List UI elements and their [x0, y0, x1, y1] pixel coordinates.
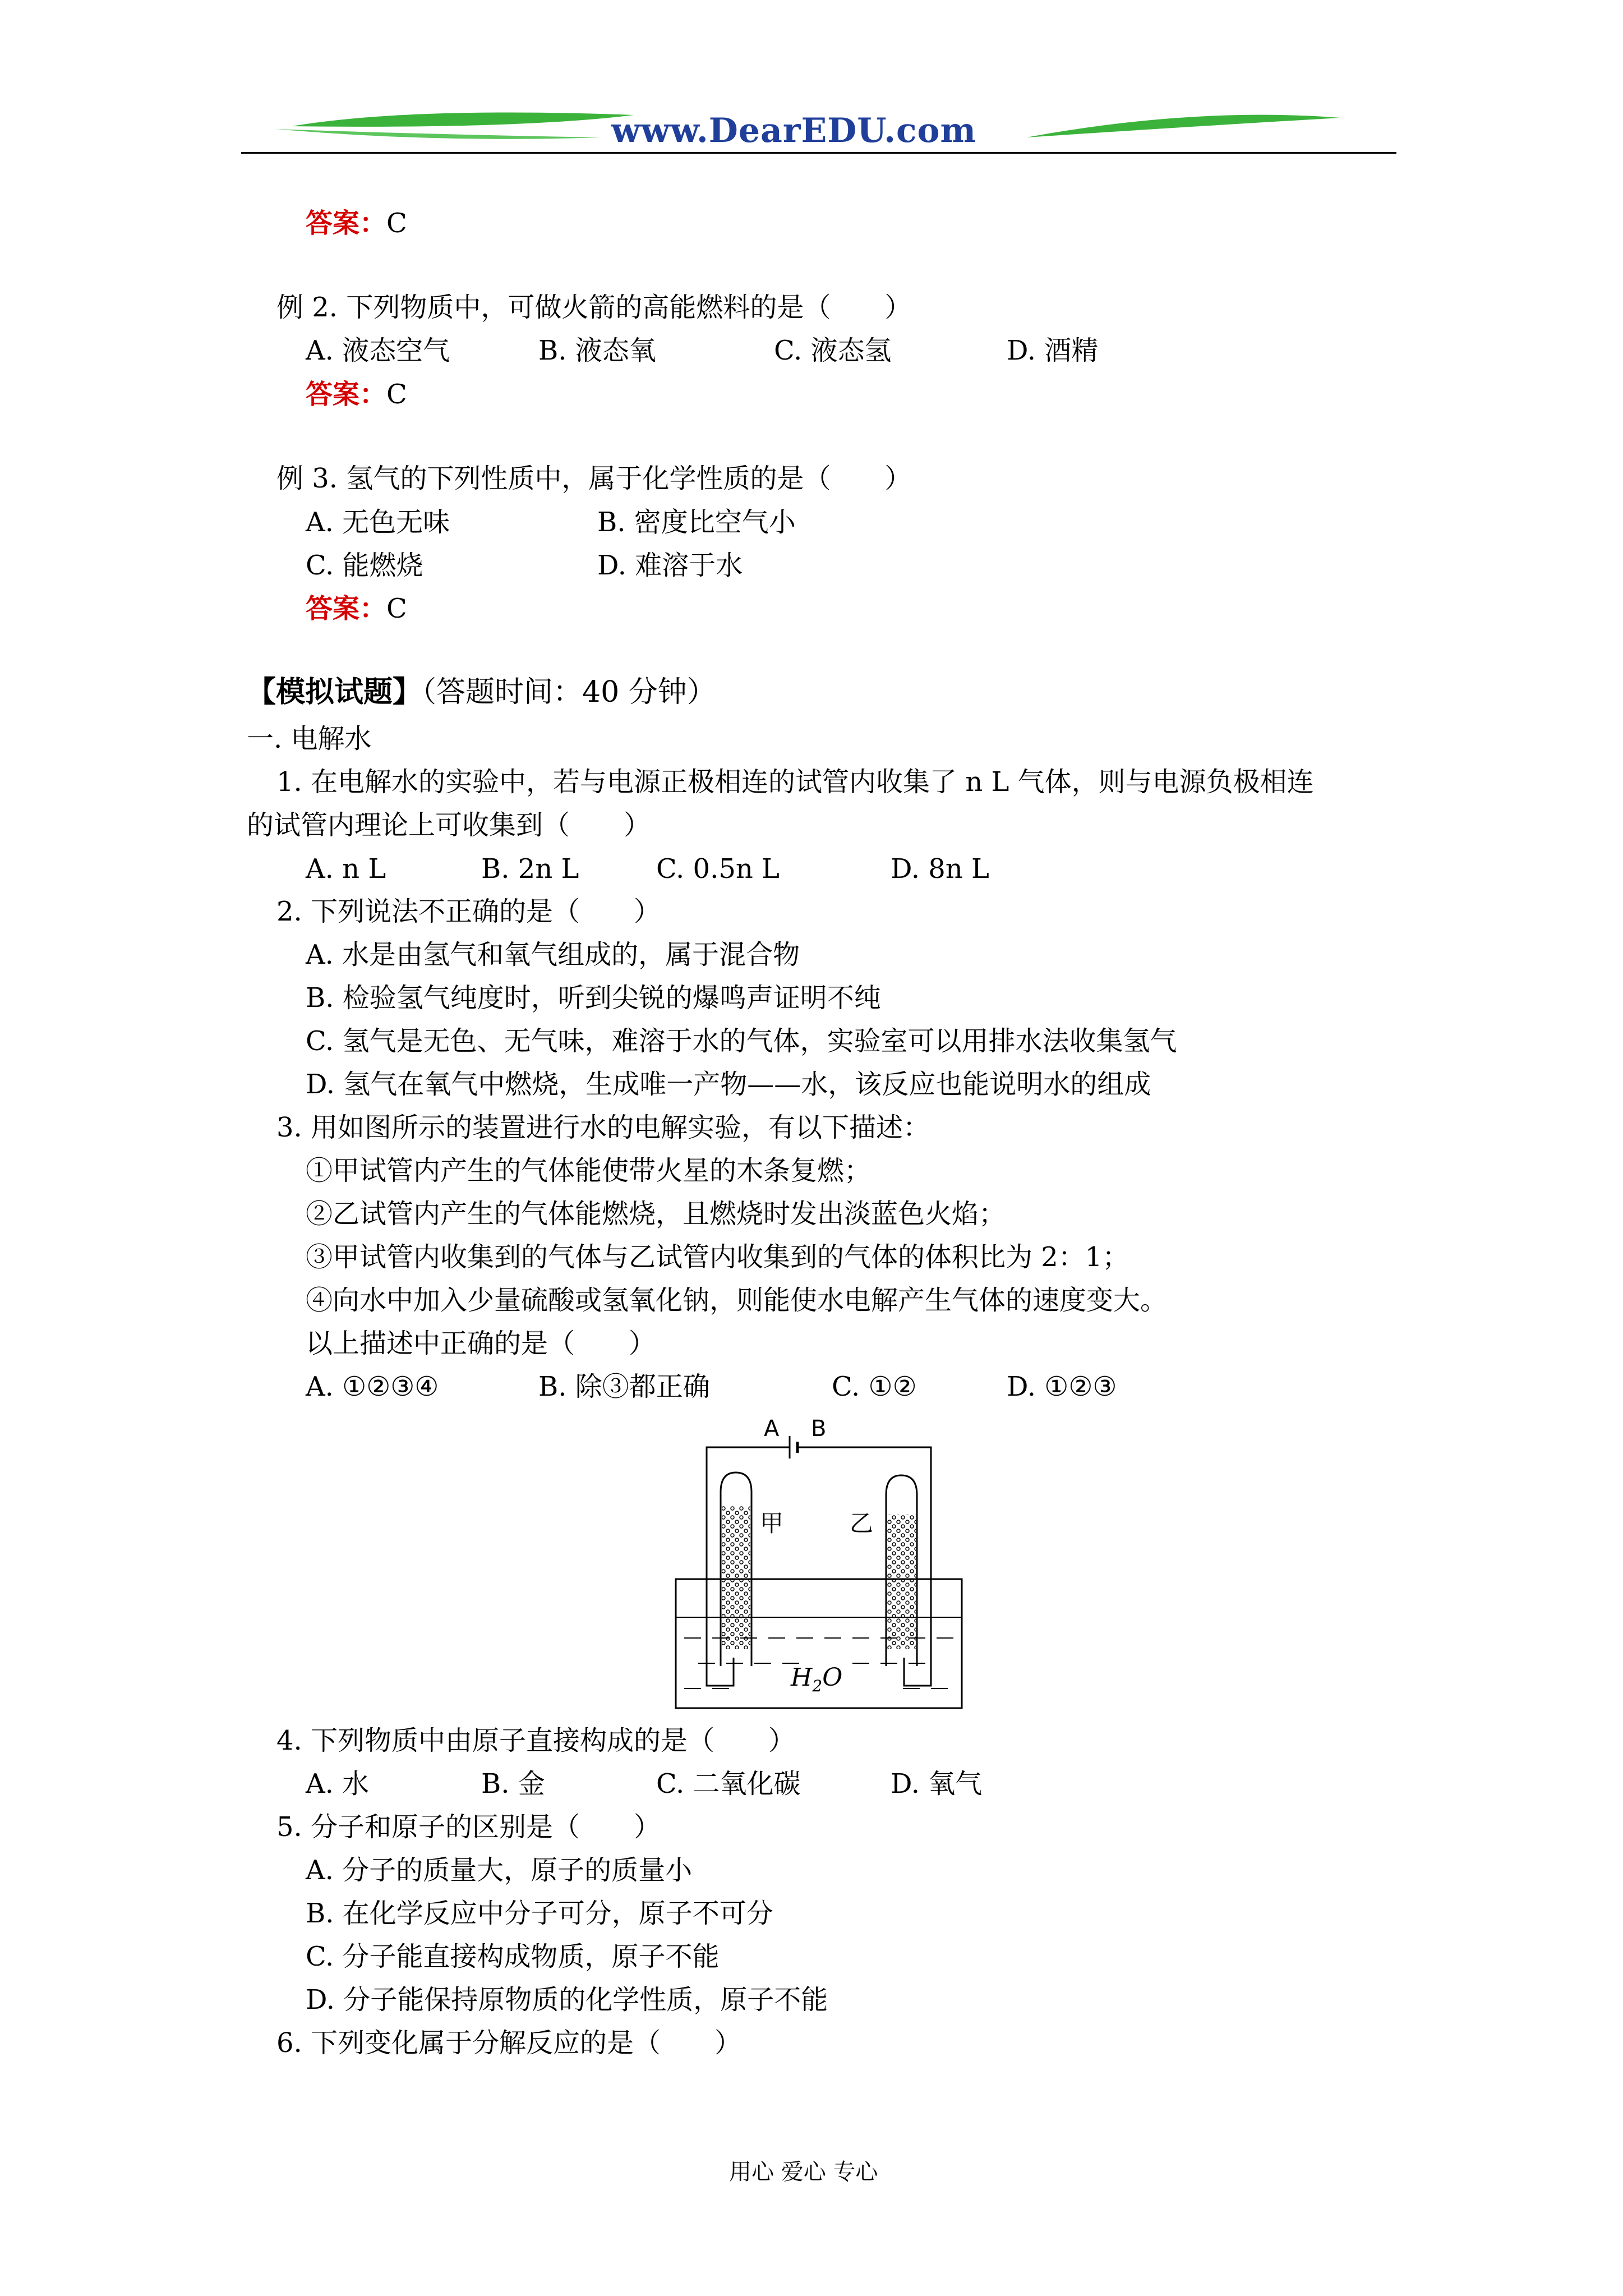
- ex2-option-a: A. 液态空气: [306, 335, 450, 366]
- tube-right-label: 乙: [850, 1510, 874, 1537]
- q1-option-b: B. 2n L: [481, 853, 579, 885]
- q5-option-c: C. 分子能直接构成物质，原子不能: [306, 1941, 720, 1972]
- terminal-b-label: B: [811, 1416, 827, 1442]
- q4-option-c: C. 二氧化碳: [656, 1768, 801, 1800]
- ex3-option-d: D. 难溶于水: [597, 550, 743, 581]
- ex3-answer: [306, 595, 407, 622]
- q1-line2: 的试管内理论上可收集到（ ）: [247, 809, 651, 841]
- q2-option-c: C. 氢气是无色、无气味，难溶于水的气体，实验室可以用排水法收集氢气: [306, 1025, 1177, 1057]
- q3-prompt: 以上描述中正确的是（ ）: [306, 1328, 656, 1359]
- q5-question: 5. 分子和原子的区别是（ ）: [276, 1811, 661, 1843]
- q4-option-a: A. 水: [306, 1768, 370, 1800]
- answer-label: 答案：: [306, 208, 387, 239]
- ex3-option-b: B. 密度比空气小: [597, 507, 796, 538]
- q1-option-a: A. n L: [306, 853, 386, 885]
- answer-value: C: [386, 379, 407, 410]
- header-rule: [241, 152, 1396, 154]
- site-title: www.DearEDU.com: [611, 111, 977, 150]
- q2-option-d: D. 氢气在氧气中燃烧，生成唯一产物——水，该反应也能说明水的组成: [306, 1069, 1151, 1100]
- answer-label: 答案：: [306, 379, 387, 410]
- ex3-option-a: A. 无色无味: [306, 507, 450, 538]
- q3-option-c: C. ①②: [832, 1371, 917, 1402]
- answer-value: C: [386, 208, 407, 239]
- q5-option-b: B. 在化学反应中分子可分，原子不可分: [306, 1898, 773, 1929]
- answer-label: 答案：: [306, 593, 387, 624]
- tube-left-label: 甲: [760, 1510, 784, 1537]
- q3-option-b: B. 除③都正确: [538, 1371, 710, 1402]
- tube-left-water: [722, 1506, 750, 1649]
- q3-option-a: A. ①②③④: [306, 1371, 439, 1402]
- q3-statement-3: ③甲试管内收集到的气体与乙试管内收集到的气体的体积比为 2：1；: [306, 1241, 1129, 1273]
- q3-question: 3. 用如图所示的装置进行水的电解实验，有以下描述：: [276, 1112, 930, 1143]
- left-swoosh-tail: [275, 129, 600, 139]
- q5-option-d: D. 分子能保持原物质的化学性质，原子不能: [306, 1984, 828, 2016]
- part1-title: 一. 电解水: [247, 723, 372, 754]
- electrolysis-apparatus-diagram: [667, 1416, 970, 1714]
- q4-question: 4. 下列物质中由原子直接构成的是（ ）: [276, 1725, 796, 1756]
- q6-question: 6. 下列变化属于分解反应的是（ ）: [276, 2027, 742, 2059]
- q3-statement-4: ④向水中加入少量硫酸或氢氧化钠，则能使水电解产生气体的速度变大。: [306, 1285, 1168, 1316]
- ex2-answer: [306, 381, 407, 408]
- q2-option-a: A. 水是由氢气和氧气组成的，属于混合物: [306, 939, 800, 970]
- right-swoosh: [1026, 115, 1340, 137]
- ex1-answer: [306, 210, 407, 237]
- q4-option-b: B. 金: [481, 1768, 545, 1800]
- ex2-option-c: C. 液态氢: [774, 335, 892, 366]
- q1-option-c: C. 0.5n L: [656, 853, 780, 885]
- q3-statement-2: ②乙试管内产生的气体能燃烧，且燃烧时发出淡蓝色火焰；: [306, 1198, 1006, 1230]
- page-footer: 用心 爱心 专心: [729, 2159, 878, 2185]
- q4-option-d: D. 氧气: [891, 1768, 983, 1800]
- water-formula: $H_2O$: [791, 1663, 843, 1695]
- ex2-question: 例 2. 下列物质中，可做火箭的高能燃料的是（ ）: [276, 292, 912, 323]
- answer-value: C: [386, 593, 407, 624]
- q3-statement-1: ①甲试管内产生的气体能使带火星的木条复燃；: [306, 1155, 872, 1186]
- q5-option-a: A. 分子的质量大，原子的质量小: [306, 1855, 693, 1886]
- q3-option-d: D. ①②③: [1007, 1371, 1117, 1402]
- q2-question: 2. 下列说法不正确的是（ ）: [276, 896, 661, 927]
- ex2-option-b: B. 液态氧: [538, 335, 656, 366]
- terminal-a-label: A: [764, 1416, 780, 1442]
- section-time-note: （答题时间：40 分钟）: [422, 675, 716, 709]
- section-title: 【模拟试题】: [247, 675, 422, 709]
- section-heading: [247, 675, 716, 709]
- tube-right-water: [887, 1515, 916, 1649]
- ex3-question: 例 3. 氢气的下列性质中，属于化学性质的是（ ）: [276, 463, 912, 494]
- q1-option-d: D. 8n L: [891, 853, 989, 885]
- q1-line1: 1. 在电解水的实验中，若与电源正极相连的试管内收集了 n L 气体，则与电源负极相连: [276, 766, 1314, 798]
- ex3-option-c: C. 能燃烧: [306, 550, 423, 581]
- ex2-option-d: D. 酒精: [1007, 335, 1099, 366]
- q2-option-b: B. 检验氢气纯度时，听到尖锐的爆鸣声证明不纯: [306, 982, 881, 1014]
- left-swoosh: [292, 113, 634, 127]
